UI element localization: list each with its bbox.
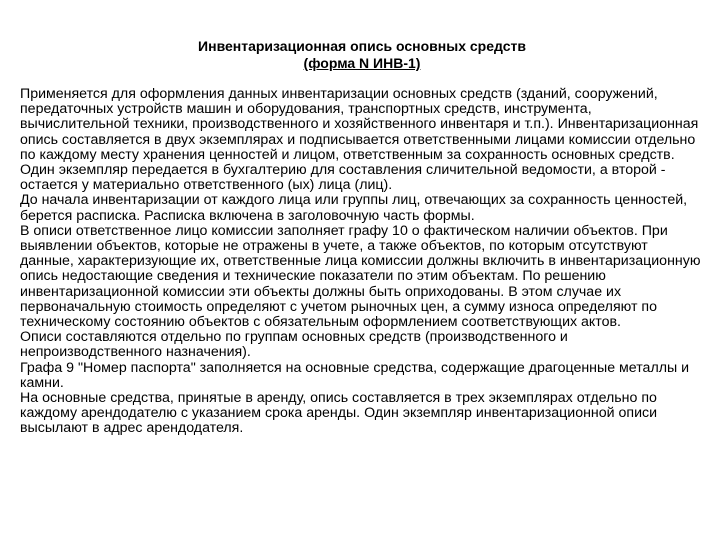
paragraph-groups: Описи составляются отдельно по группам основных средств (производственного и непроизводственного назначения). — [20, 329, 568, 361]
title-form-code: (форма N ИНВ-1) — [303, 55, 421, 71]
paragraph-column-10: В описи ответственное лицо комиссии заполняет графу 10 о фактическом наличии объектов. При выявлении объектов, которые не отражены в учете, а также объектов, по которым отсутствуют данные, характеризующие их, ответственные лица комиссии должны включить в инвентаризационную опись недостающие сведения и технические показатели по этим объектам. По решению инвентаризационной комиссии эти объекты должны быть оприходованы. В этом случае их первоначальную стоимость определяют с учетом рыночных цен, а сумму износа определяют по техническому состоянию объектов с обязательным оформлением соответствующих актов. — [20, 222, 701, 331]
paragraph-column-9: Графа 9 "Номер паспорта" заполняется на основные средства, содержащие драгоценные металлы и камни. — [20, 359, 690, 391]
paragraph-rent: На основные средства, принятые в аренду, опись составляется в трех экземплярах отдельно по каждому арендодателю с указанием срока аренды. Один экземпляр инвентаризационной описи высылают в адрес арендодателя. — [20, 390, 658, 437]
title-main: Инвентаризационная опись основных средств — [198, 38, 526, 54]
document-body — [20, 87, 704, 437]
paragraph-receipt: До начала инвентаризации от каждого лица или группы лиц, отвечающих за сохранность ценностей, берется расписка. Расписка включена в заголовочную часть формы. — [20, 192, 688, 224]
document-page — [20, 38, 704, 437]
paragraph-purpose: Применяется для оформления данных инвентаризации основных средств (зданий, сооружений, передаточных устройств машин и оборудования, транспортных средств, инструмента, вычислительной техники, производственного и хозяйственного инвентаря и т.п.). Инвентаризационная опись составляется в двух экземплярах и подписывается ответственными лицами комиссии отдельно по каждому месту хранения ценностей и лицом, ответственным за сохранность основных средств. Один экземпляр передается в бухгалтерию для составления сличительной ведомости, а второй - остается у материально ответственного (ых) лица (лиц). — [20, 86, 699, 194]
document-title — [20, 38, 704, 72]
